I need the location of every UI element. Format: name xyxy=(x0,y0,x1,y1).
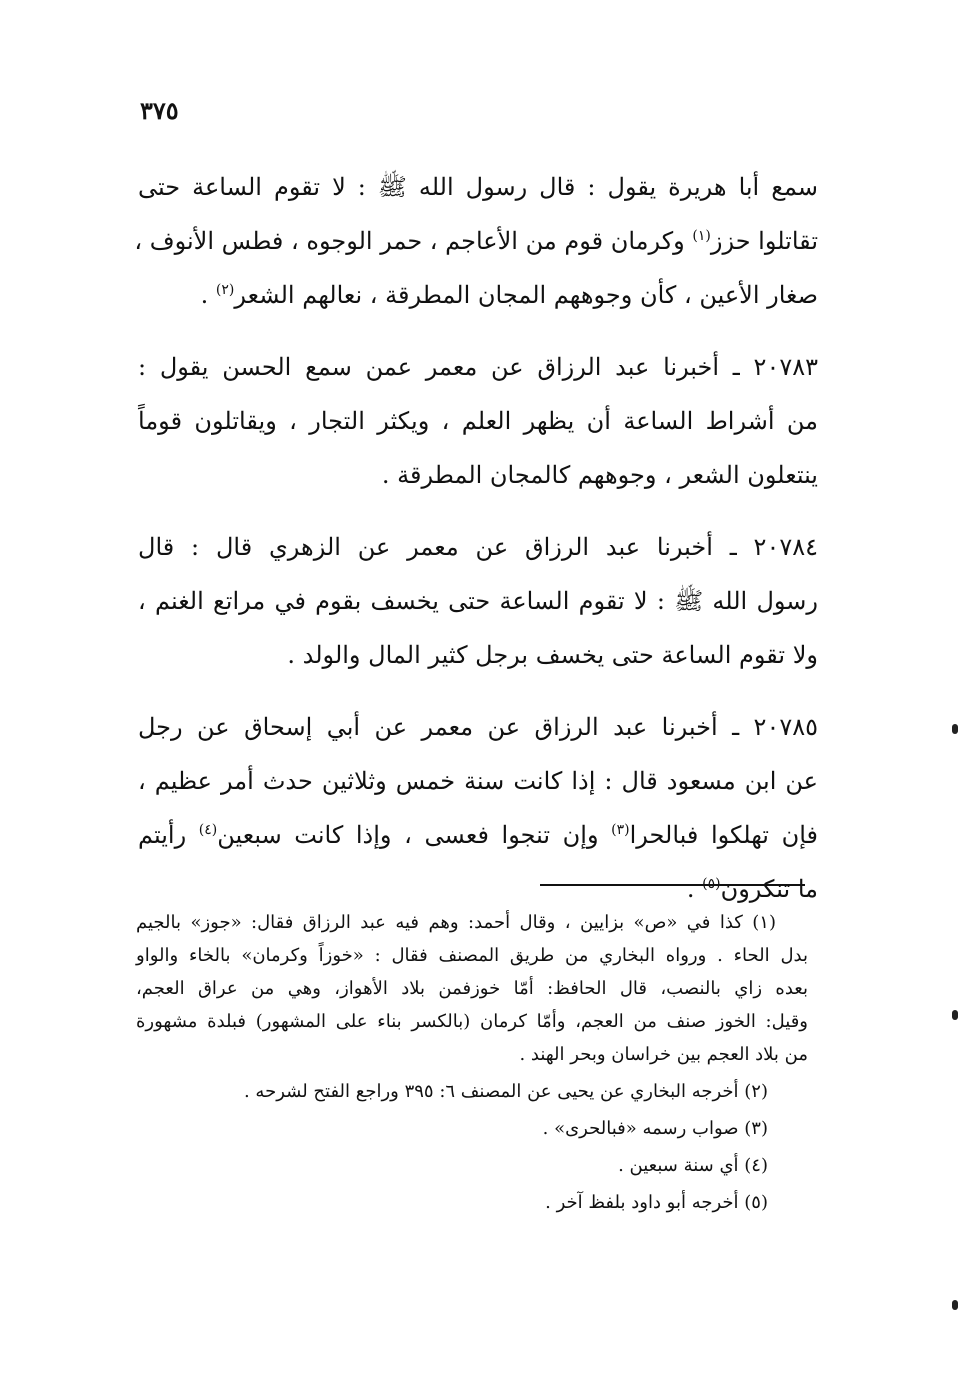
margin-mark xyxy=(952,1010,958,1020)
footnote-ref[interactable]: (١) xyxy=(692,228,711,244)
footnote-3 xyxy=(136,1112,808,1145)
paragraph-1 xyxy=(134,160,818,322)
footnote-1 xyxy=(136,906,808,1071)
paragraph-20784 xyxy=(138,520,818,682)
text-line: ٢٠٧٨٥ ـ أخبرنا عبد الرزاق عن معمر عن أبي إسحاق عن رجل xyxy=(138,713,818,741)
footnotes xyxy=(136,906,808,1223)
footnote-line: (٤) أي سنة سبعين . xyxy=(618,1155,768,1176)
footnote-ref[interactable]: (٢) xyxy=(215,282,235,298)
text-line: ولا تقوم الساعة حتى يخسف برجل كثير المال والولد . xyxy=(287,641,818,669)
text-segment: وإن تنجوا فعسى ، وإذا كانت سبعين xyxy=(217,821,612,849)
page-number: ٣٧٥ xyxy=(140,96,179,125)
footnote-4 xyxy=(136,1149,808,1182)
text-segment: ما تنكرون xyxy=(720,875,818,903)
text-segment: . xyxy=(200,281,216,309)
text-segment: . xyxy=(686,875,703,903)
footnote-line: (٣) صواب رسمه «فبالحرى» . xyxy=(542,1118,768,1139)
margin-mark xyxy=(952,724,958,734)
footnote-line: بعده زاي بالنصب، قال الحافظ: أمّا خوزفمن بلاد الأهواز، وهي من عراق العجم، xyxy=(136,978,808,999)
text-line: رسول الله ﷺ : لا تقوم الساعة حتى يخسف بقوم في مراتع الغنم ، xyxy=(138,587,818,615)
text-line xyxy=(138,268,818,322)
footnote-ref[interactable]: (٣) xyxy=(611,822,630,838)
footnote-divider xyxy=(540,884,805,886)
text-segment: فإن تهلكوا فبالحرا xyxy=(629,821,818,849)
text-line xyxy=(134,214,818,268)
text-segment: وكرمان قوم من الأعاجم ، حمر الوجوه ، فطس الأنوف ، xyxy=(134,227,693,255)
footnote-ref[interactable]: (٤) xyxy=(198,822,218,838)
footnote-ref[interactable]: (٥) xyxy=(702,876,721,892)
paragraph-20783 xyxy=(138,340,818,502)
footnote-2 xyxy=(136,1075,808,1108)
footnote-line: وقيل: الخوز صنف من العجم، وأمّا كرمان (بالكسر بناء على المشهور) فبلدة مشهورة xyxy=(136,1011,808,1032)
text-line: سمع أبا هريرة يقول : قال رسول الله ﷺ : لا تقوم الساعة حتى xyxy=(138,173,818,201)
text-line: عن ابن مسعود قال : إذا كانت سنة خمس وثلاثين حدث أمر عظيم ، xyxy=(138,767,818,795)
text-segment: تقاتلوا حزز xyxy=(710,227,818,255)
footnote-line: (٢) أخرجه البخاري عن يحيى عن المصنف ٦: ٣٩٥ وراجع الفتح لشرحه . xyxy=(243,1081,768,1102)
text-line xyxy=(138,808,818,862)
text-line: ٢٠٧٨٤ ـ أخبرنا عبد الرزاق عن معمر عن الزهري قال : قال xyxy=(138,533,818,561)
text-segment: صغار الأعين ، كأن وجوههم المجان المطرقة ، نعالهم الشعر xyxy=(234,281,818,309)
text-segment: رأيتم xyxy=(138,821,199,849)
footnote-5 xyxy=(136,1186,808,1219)
footnote-line: (٥) أخرجه أبو داود بلفظ آخر . xyxy=(545,1192,768,1213)
main-text xyxy=(134,160,818,934)
footnote-line: من بلاد العجم بين خراسان وبحر الهند . xyxy=(519,1044,808,1065)
footnote-line: (١) كذا في «ص» بزايين ، وقال أحمد: وهم فيه عبد الرزاق فقال: «جوز» بالجيم xyxy=(136,912,776,933)
text-line: ٢٠٧٨٣ ـ أخبرنا عبد الرزاق عن معمر عمن سمع الحسن يقول : xyxy=(138,353,818,381)
margin-mark xyxy=(952,1300,958,1310)
footnote-line: بدل الحاء . ورواه البخاري من طريق المصنف فقال : «خوزاً وكرمان» بالخاء والواو xyxy=(136,945,808,966)
text-line: ينتعلون الشعر ، وجوههم كالمجان المطرقة . xyxy=(381,461,818,489)
text-line: من أشراط الساعة أن يظهر العلم ، ويكثر التجار ، ويقاتلون قوماً xyxy=(138,407,818,435)
